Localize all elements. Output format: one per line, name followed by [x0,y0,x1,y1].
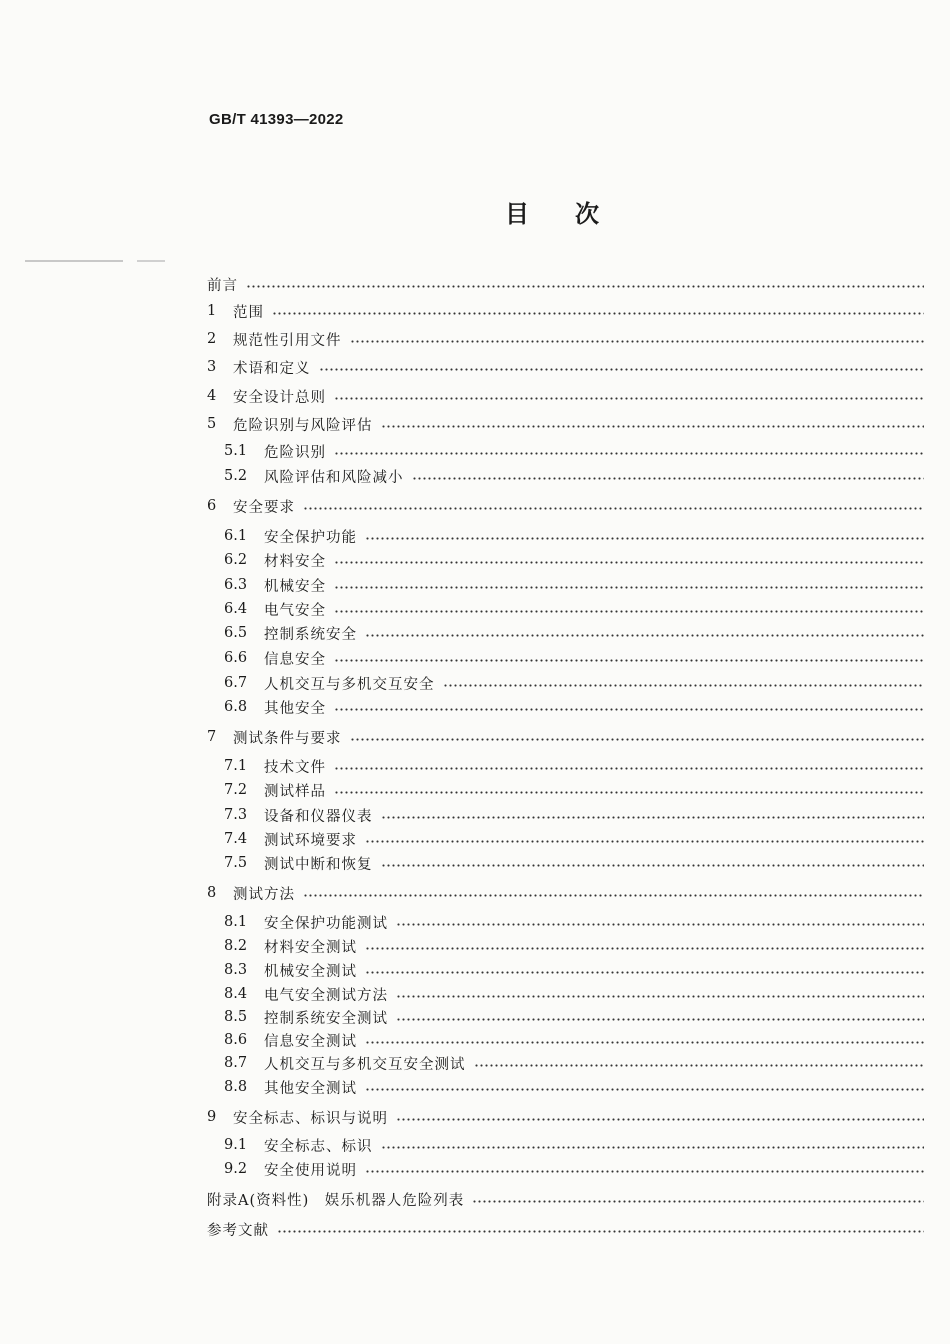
toc-entry-number: 6.6 [224,650,248,666]
toc-entry-label: 前言 [207,277,238,294]
toc-entry-label: 危险识别 [264,444,326,461]
toc-entry-label: 电气安全 [264,602,326,619]
toc-entry[interactable] [207,1188,924,1210]
toc-entry-number: 8.7 [224,1055,248,1071]
dot-leader [246,285,924,288]
toc-entry-number: 8.3 [224,962,248,978]
toc-entry-number: 7.4 [224,831,248,847]
toc-entry-number: 5 [207,416,217,432]
toc-entry-label: 附录A(资料性) 娱乐机器人危险列表 [207,1192,465,1209]
toc-entry-label: 风险评估和风险减小 [264,469,404,486]
toc-entry-label: 技术文件 [264,759,326,776]
toc-entry-label: 材料安全测试 [264,939,357,956]
toc-entry-label: 安全标志、标识与说明 [233,1110,388,1127]
toc-entry[interactable] [207,440,924,462]
dot-leader [303,507,924,510]
toc-entry[interactable] [207,852,924,874]
toc-entry-number: 8.8 [224,1079,248,1095]
toc-entry-number: 8.1 [224,914,248,930]
dot-leader [365,1088,924,1091]
toc-entry[interactable] [207,959,924,981]
toc-entry-number: 9 [207,1109,217,1125]
toc-entry-label: 范围 [233,304,264,321]
toc-entry-number: 1 [207,303,217,319]
toc-entry[interactable] [207,574,924,596]
toc-entry-number: 7 [207,729,217,745]
toc-entry[interactable] [207,882,924,904]
toc-entry[interactable] [207,755,924,777]
toc-entry-label: 电气安全测试方法 [264,987,388,1004]
dot-leader [365,1041,924,1044]
toc-entry[interactable] [207,328,924,350]
toc-entry[interactable] [207,413,924,435]
toc-entry-label: 规范性引用文件 [233,332,342,349]
toc-entry-number: 7.2 [224,782,248,798]
toc-entry-label: 危险识别与风险评估 [233,417,373,434]
toc-entry[interactable] [207,804,924,826]
toc-entry-label: 信息安全 [264,651,326,668]
toc-entry[interactable] [207,983,924,1005]
toc-entry[interactable] [207,1134,924,1156]
toc-entry-number: 9.1 [224,1137,248,1153]
toc-entry-number: 9.2 [224,1161,248,1177]
toc-entry-label: 设备和仪器仪表 [264,808,373,825]
toc-entry-number: 6.8 [224,699,248,715]
dot-leader [443,684,925,687]
toc-entry-label: 术语和定义 [233,360,311,377]
toc-entry[interactable] [207,672,924,694]
toc-entry[interactable] [207,1006,924,1028]
toc-entry-number: 8.4 [224,986,248,1002]
dot-leader [277,1230,924,1233]
toc-entry-number: 6.5 [224,625,248,641]
toc-entry-label: 测试条件与要求 [233,730,342,747]
toc-entry-label: 安全使用说明 [264,1162,357,1179]
toc-entry-number: 5.2 [224,468,248,484]
dot-leader [334,610,924,613]
toc-entry[interactable] [207,647,924,669]
dot-leader [334,659,924,662]
toc-entry-label: 安全保护功能 [264,529,357,546]
toc-entry-label: 控制系统安全测试 [264,1010,388,1027]
toc-entry-label: 机械安全 [264,578,326,595]
dot-leader [350,340,925,343]
dot-leader [334,767,924,770]
toc-entry[interactable] [207,828,924,850]
dot-leader [334,397,924,400]
toc-entry-label: 其他安全 [264,700,326,717]
toc-entry[interactable] [207,1029,924,1051]
toc-entry-number: 6.4 [224,601,248,617]
dot-leader [334,791,924,794]
toc-entry-number: 4 [207,388,217,404]
toc-entry[interactable] [207,495,924,517]
dot-leader [381,864,925,867]
dot-leader [396,923,924,926]
toc-entry-number: 6.1 [224,528,248,544]
toc-entry[interactable] [207,356,924,378]
toc-entry[interactable] [207,911,924,933]
toc-entry-number: 8.5 [224,1009,248,1025]
dot-leader [334,708,924,711]
dot-leader [350,738,925,741]
toc-entry-number: 6.2 [224,552,248,568]
dot-leader [472,1200,924,1203]
toc-entry[interactable] [207,622,924,644]
toc-entry[interactable] [207,465,924,487]
toc-entry-number: 3 [207,359,217,375]
toc-entry-number: 6.7 [224,675,248,691]
dot-leader [334,561,924,564]
toc-entry-label: 人机交互与多机交互安全测试 [264,1056,466,1073]
toc-entry-number: 8.6 [224,1032,248,1048]
toc-entry-number: 8 [207,885,217,901]
toc-entry[interactable] [207,300,924,322]
dot-leader [319,368,925,371]
dot-leader [303,894,924,897]
toc-entry[interactable] [207,598,924,620]
toc-entry-label: 测试样品 [264,783,326,800]
toc-entry-number: 7.1 [224,758,248,774]
toc-entry[interactable] [207,1052,924,1074]
dot-leader [474,1064,925,1067]
dot-leader [365,1170,924,1173]
toc-entry-label: 控制系统安全 [264,626,357,643]
toc-entry-label: 其他安全测试 [264,1080,357,1097]
toc-entry[interactable] [207,385,924,407]
toc-entry-label: 材料安全 [264,553,326,570]
toc-entry-number: 2 [207,331,217,347]
toc-entry[interactable] [207,1158,924,1180]
toc-entry[interactable] [207,696,924,718]
toc-entry-label: 参考文献 [207,1222,269,1239]
dot-leader [381,1146,925,1149]
toc-entry-label: 安全标志、标识 [264,1138,373,1155]
toc-entry-number: 7.3 [224,807,248,823]
toc-entry[interactable] [207,1076,924,1098]
toc-entry-label: 测试方法 [233,886,295,903]
toc-entry[interactable] [207,935,924,957]
dot-leader [396,1018,924,1021]
dot-leader [365,840,924,843]
dot-leader [381,425,925,428]
toc-entry-number: 6 [207,498,217,514]
dot-leader [365,634,924,637]
toc-entry-label: 人机交互与多机交互安全 [264,676,435,693]
toc-entry-label: 安全设计总则 [233,389,326,406]
dot-leader [365,537,924,540]
dot-leader [365,947,924,950]
toc-entry[interactable] [207,1106,924,1128]
toc-entry-number: 6.3 [224,577,248,593]
page-title: 目次 [505,200,645,228]
toc-entry[interactable] [207,726,924,748]
toc-entry-label: 机械安全测试 [264,963,357,980]
dot-leader [381,816,925,819]
dot-leader [334,452,924,455]
toc-entry[interactable] [207,779,924,801]
dot-leader [334,586,924,589]
scan-artifact [25,260,165,262]
toc-entry-number: 7.5 [224,855,248,871]
dot-leader [396,1118,924,1121]
toc-entry-label: 安全保护功能测试 [264,915,388,932]
toc-entry[interactable] [207,525,924,547]
toc-entry-label: 信息安全测试 [264,1033,357,1050]
toc-entry[interactable] [207,549,924,571]
toc-entry-label: 测试环境要求 [264,832,357,849]
toc-entry-number: 8.2 [224,938,248,954]
document-id: GB/T 41393—2022 [209,111,344,128]
dot-leader [396,995,924,998]
dot-leader [365,971,924,974]
toc-entry[interactable] [207,273,924,295]
toc-entry-number: 5.1 [224,443,248,459]
dot-leader [272,312,924,315]
toc-entry[interactable] [207,1218,924,1240]
dot-leader [412,477,925,480]
toc-entry-label: 测试中断和恢复 [264,856,373,873]
toc-entry-label: 安全要求 [233,499,295,516]
